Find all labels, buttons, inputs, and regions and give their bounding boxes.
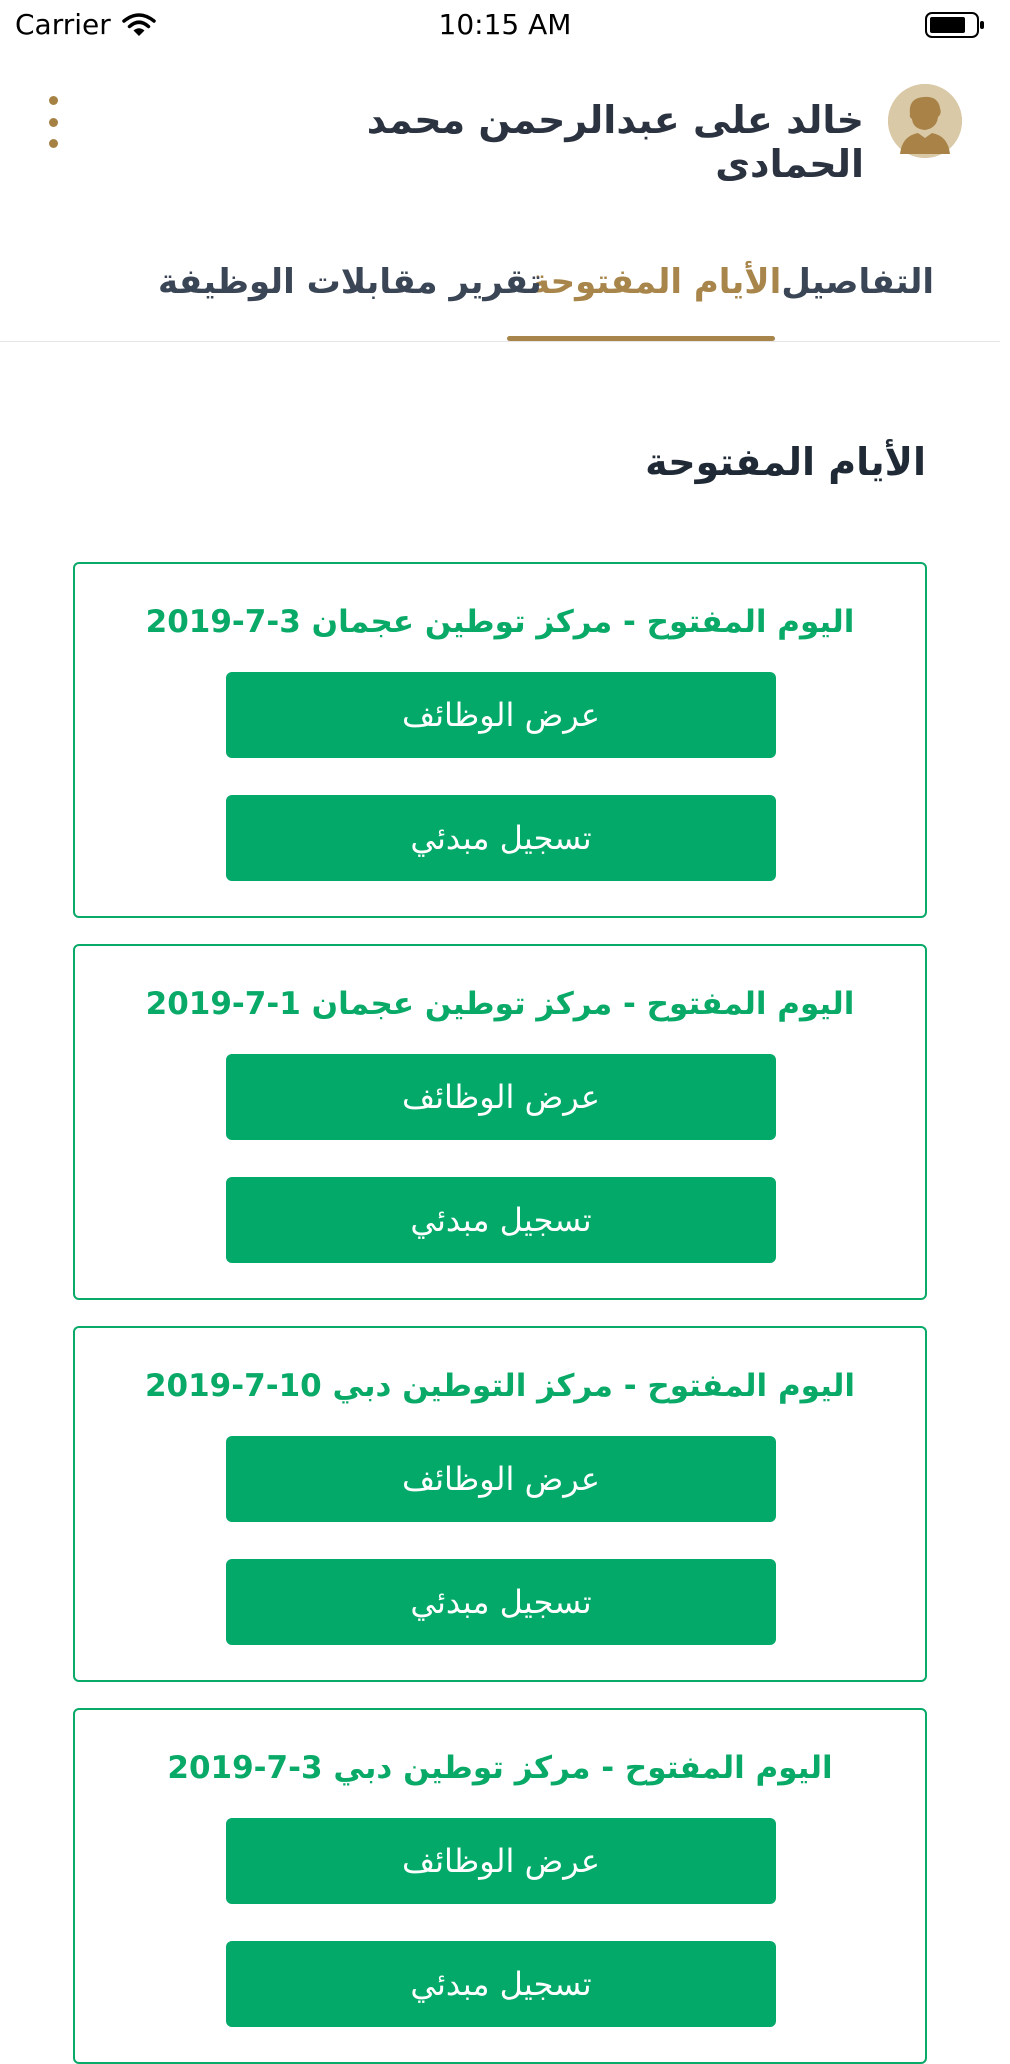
user-avatar-icon — [888, 84, 962, 158]
view-jobs-button[interactable]: عرض الوظائف — [226, 1054, 776, 1140]
status-bar — [0, 0, 1000, 50]
open-day-title: اليوم المفتوح - مركز توطين عجمان 1-7-2019 — [145, 986, 855, 1022]
tab-details[interactable]: التفاصيل — [781, 262, 934, 302]
kebab-menu-button[interactable] — [38, 96, 68, 148]
open-day-title: اليوم المفتوح - مركز التوطين دبي 10-7-2019 — [144, 1368, 856, 1404]
status-time: 10:15 AM — [438, 8, 572, 41]
initial-registration-button[interactable]: تسجيل مبدئي — [226, 795, 776, 881]
initial-registration-button[interactable]: تسجيل مبدئي — [226, 1177, 776, 1263]
active-tab-indicator — [507, 336, 775, 341]
kebab-dot — [49, 96, 58, 105]
avatar[interactable] — [888, 84, 962, 158]
view-jobs-button[interactable]: عرض الوظائف — [226, 672, 776, 758]
kebab-dot — [49, 118, 58, 127]
open-day-card — [73, 1326, 927, 1682]
open-day-card — [73, 562, 927, 918]
open-day-card — [73, 944, 927, 1300]
app-header — [0, 60, 1000, 186]
user-name: خالد على عبدالرحمن محمد الحمادى — [366, 98, 864, 186]
initial-registration-button[interactable]: تسجيل مبدئي — [226, 1941, 776, 2027]
section-title: الأيام المفتوحة — [645, 440, 926, 484]
tab-bar — [0, 248, 1000, 342]
tab-open-days[interactable]: الأيام المفتوحة — [530, 262, 782, 302]
initial-registration-button[interactable]: تسجيل مبدئي — [226, 1559, 776, 1645]
battery-icon — [925, 11, 985, 39]
view-jobs-button[interactable]: عرض الوظائف — [226, 1818, 776, 1904]
open-day-card — [73, 1708, 927, 2064]
tab-interview-report[interactable]: تقرير مقابلات الوظيفة — [158, 262, 542, 302]
kebab-dot — [49, 139, 58, 148]
open-day-title: اليوم المفتوح - مركز توطين عجمان 3-7-2019 — [145, 604, 855, 640]
view-jobs-button[interactable]: عرض الوظائف — [226, 1436, 776, 1522]
open-day-title: اليوم المفتوح - مركز توطين دبي 3-7-2019 — [167, 1750, 833, 1786]
carrier-label: Carrier — [15, 8, 111, 41]
